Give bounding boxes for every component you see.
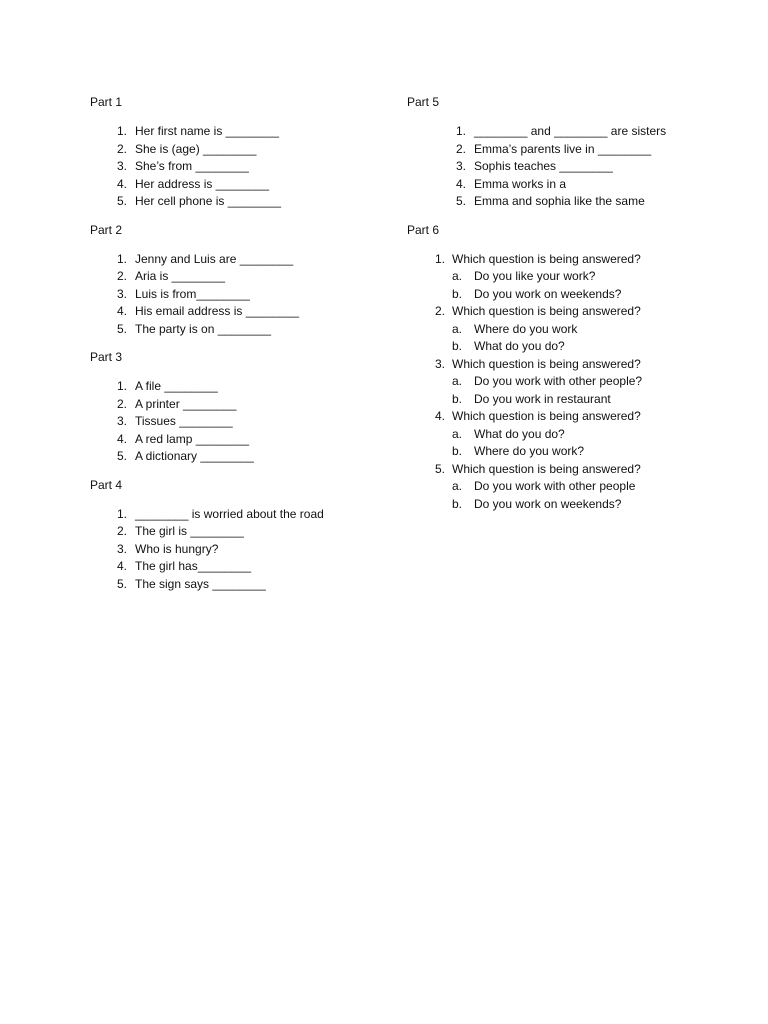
item-text: Her address is ________ xyxy=(135,176,270,191)
item-number: 3. xyxy=(434,356,445,371)
list-item xyxy=(90,321,390,339)
question-item xyxy=(407,356,707,409)
answer-option xyxy=(407,443,707,461)
item-text: She’s from ________ xyxy=(135,159,249,173)
list-item xyxy=(90,431,390,449)
item-text: Her first name is ________ xyxy=(135,124,280,138)
item-text: The sign says ________ xyxy=(135,576,266,591)
part-2-section xyxy=(90,222,390,339)
answer-option xyxy=(407,286,707,304)
item-number: 3. xyxy=(116,414,127,428)
part-4-list xyxy=(90,506,390,594)
part-1-section xyxy=(90,94,390,211)
option-text: Do you work in restaurant xyxy=(474,391,611,406)
list-item xyxy=(90,268,390,286)
part-title: Part 3 xyxy=(90,350,123,364)
question-text-row xyxy=(407,251,707,269)
list-item xyxy=(90,251,390,269)
item-text: Emma works in a xyxy=(474,176,567,191)
part-5-list xyxy=(407,123,707,211)
list-item xyxy=(90,506,390,524)
answer-option xyxy=(407,478,707,496)
list-item xyxy=(90,141,390,159)
item-text: His email address is ________ xyxy=(135,304,300,318)
answer-option xyxy=(407,268,707,286)
item-text: Tissues ________ xyxy=(135,414,233,428)
item-number: 4. xyxy=(116,431,127,446)
item-text: She is (age) ________ xyxy=(135,141,257,156)
item-number: 1. xyxy=(455,124,466,138)
item-number: 2. xyxy=(116,524,127,538)
item-number: 5. xyxy=(116,576,127,591)
item-text: A printer ________ xyxy=(135,396,237,411)
item-text: A red lamp ________ xyxy=(135,431,250,446)
list-item xyxy=(407,158,707,176)
option-text: Do you work with other people? xyxy=(474,374,643,388)
question-text: Which question is being answered? xyxy=(452,304,641,318)
item-text: Aria is ________ xyxy=(135,269,226,283)
list-item xyxy=(90,413,390,431)
item-number: 4. xyxy=(434,409,445,423)
list-item xyxy=(90,303,390,321)
part-6-section xyxy=(407,222,707,514)
item-number: 5. xyxy=(116,321,127,336)
question-item xyxy=(407,251,707,304)
item-number: 1. xyxy=(116,251,127,266)
list-item xyxy=(90,523,390,541)
item-text: Emma and sophia like the same xyxy=(474,194,645,208)
list-item xyxy=(407,123,707,141)
item-text: The girl is ________ xyxy=(135,524,244,538)
item-number: 4. xyxy=(116,559,127,573)
item-text: Sophis teaches ________ xyxy=(474,159,613,173)
part-4-section xyxy=(90,477,390,594)
item-number: 4. xyxy=(116,176,127,191)
answer-option xyxy=(407,338,707,356)
option-letter: b. xyxy=(452,444,463,458)
question-item xyxy=(407,461,707,514)
option-letter: a. xyxy=(452,374,463,388)
question-text-row xyxy=(407,461,707,479)
list-item xyxy=(90,378,390,396)
part-3-section xyxy=(90,349,390,466)
item-text: ________ is worried about the road xyxy=(135,506,324,521)
option-letter: a. xyxy=(452,426,463,441)
option-letter: a. xyxy=(452,479,463,493)
option-text: What do you do? xyxy=(474,339,565,353)
item-number: 2. xyxy=(455,141,466,156)
item-text: The party is on ________ xyxy=(135,321,272,336)
option-letter: b. xyxy=(452,496,463,511)
part-2-list xyxy=(90,251,390,339)
option-text: Do you work with other people xyxy=(474,479,636,493)
item-text: Who is hungry? xyxy=(135,541,219,556)
option-text: What do you do? xyxy=(474,426,565,441)
option-letter: b. xyxy=(452,339,463,353)
option-letter: a. xyxy=(452,321,463,336)
question-item xyxy=(407,303,707,356)
list-item xyxy=(90,448,390,466)
item-number: 5. xyxy=(455,194,466,208)
part-title: Part 2 xyxy=(90,222,123,237)
list-item xyxy=(90,176,390,194)
item-text: ________ and ________ are sisters xyxy=(474,124,667,138)
list-item xyxy=(90,576,390,594)
part-title: Part 4 xyxy=(90,477,123,492)
list-item xyxy=(90,541,390,559)
item-text: A dictionary ________ xyxy=(135,449,254,463)
option-letter: b. xyxy=(452,286,463,301)
item-number: 4. xyxy=(116,304,127,318)
question-text-row xyxy=(407,408,707,426)
list-item xyxy=(90,286,390,304)
answer-option xyxy=(407,321,707,339)
question-item xyxy=(407,408,707,461)
part-title: Part 6 xyxy=(407,222,440,237)
list-item xyxy=(407,176,707,194)
item-number: 3. xyxy=(116,286,127,301)
part-title: Part 1 xyxy=(90,95,123,109)
item-text: The girl has________ xyxy=(135,559,252,573)
item-number: 4. xyxy=(455,176,466,191)
answer-option xyxy=(407,391,707,409)
question-text: Which question is being answered? xyxy=(452,461,641,476)
item-number: 3. xyxy=(116,159,127,173)
right-column xyxy=(407,94,707,524)
item-number: 5. xyxy=(434,461,445,476)
part-5-section xyxy=(407,94,707,211)
item-text: Jenny and Luis are ________ xyxy=(135,251,294,266)
item-number: 2. xyxy=(116,269,127,283)
list-item xyxy=(90,193,390,211)
list-item xyxy=(90,396,390,414)
item-number: 3. xyxy=(116,541,127,556)
option-text: Do you work on weekends? xyxy=(474,496,622,511)
answer-option xyxy=(407,496,707,514)
question-text-row xyxy=(407,356,707,374)
item-number: 2. xyxy=(434,304,445,318)
item-number: 3. xyxy=(455,159,466,173)
part-title: Part 5 xyxy=(407,95,440,109)
item-text: A file ________ xyxy=(135,379,218,393)
option-text: Where do you work xyxy=(474,321,578,336)
item-number: 5. xyxy=(116,194,127,208)
option-text: Do you work on weekends? xyxy=(474,286,622,301)
item-number: 1. xyxy=(116,379,127,393)
list-item xyxy=(407,141,707,159)
question-text: Which question is being answered? xyxy=(452,251,641,266)
option-letter: a. xyxy=(452,269,463,283)
answer-option xyxy=(407,426,707,444)
item-text: Her cell phone is ________ xyxy=(135,194,282,208)
item-number: 2. xyxy=(116,396,127,411)
list-item xyxy=(407,193,707,211)
item-text: Emma’s parents live in ________ xyxy=(474,141,652,156)
list-item xyxy=(90,123,390,141)
option-text: Do you like your work? xyxy=(474,269,596,283)
option-text: Where do you work? xyxy=(474,444,585,458)
item-text: Luis is from________ xyxy=(135,286,250,301)
answer-option xyxy=(407,373,707,391)
part-1-list xyxy=(90,123,390,211)
question-text: Which question is being answered? xyxy=(452,409,641,423)
question-text-row xyxy=(407,303,707,321)
part-6-list xyxy=(407,251,707,514)
item-number: 1. xyxy=(116,506,127,521)
left-column xyxy=(90,94,390,604)
list-item xyxy=(90,158,390,176)
item-number: 2. xyxy=(116,141,127,156)
list-item xyxy=(90,558,390,576)
item-number: 5. xyxy=(116,449,127,463)
item-number: 1. xyxy=(116,124,127,138)
question-text: Which question is being answered? xyxy=(452,356,641,371)
part-3-list xyxy=(90,378,390,466)
item-number: 1. xyxy=(434,251,445,266)
option-letter: b. xyxy=(452,391,463,406)
